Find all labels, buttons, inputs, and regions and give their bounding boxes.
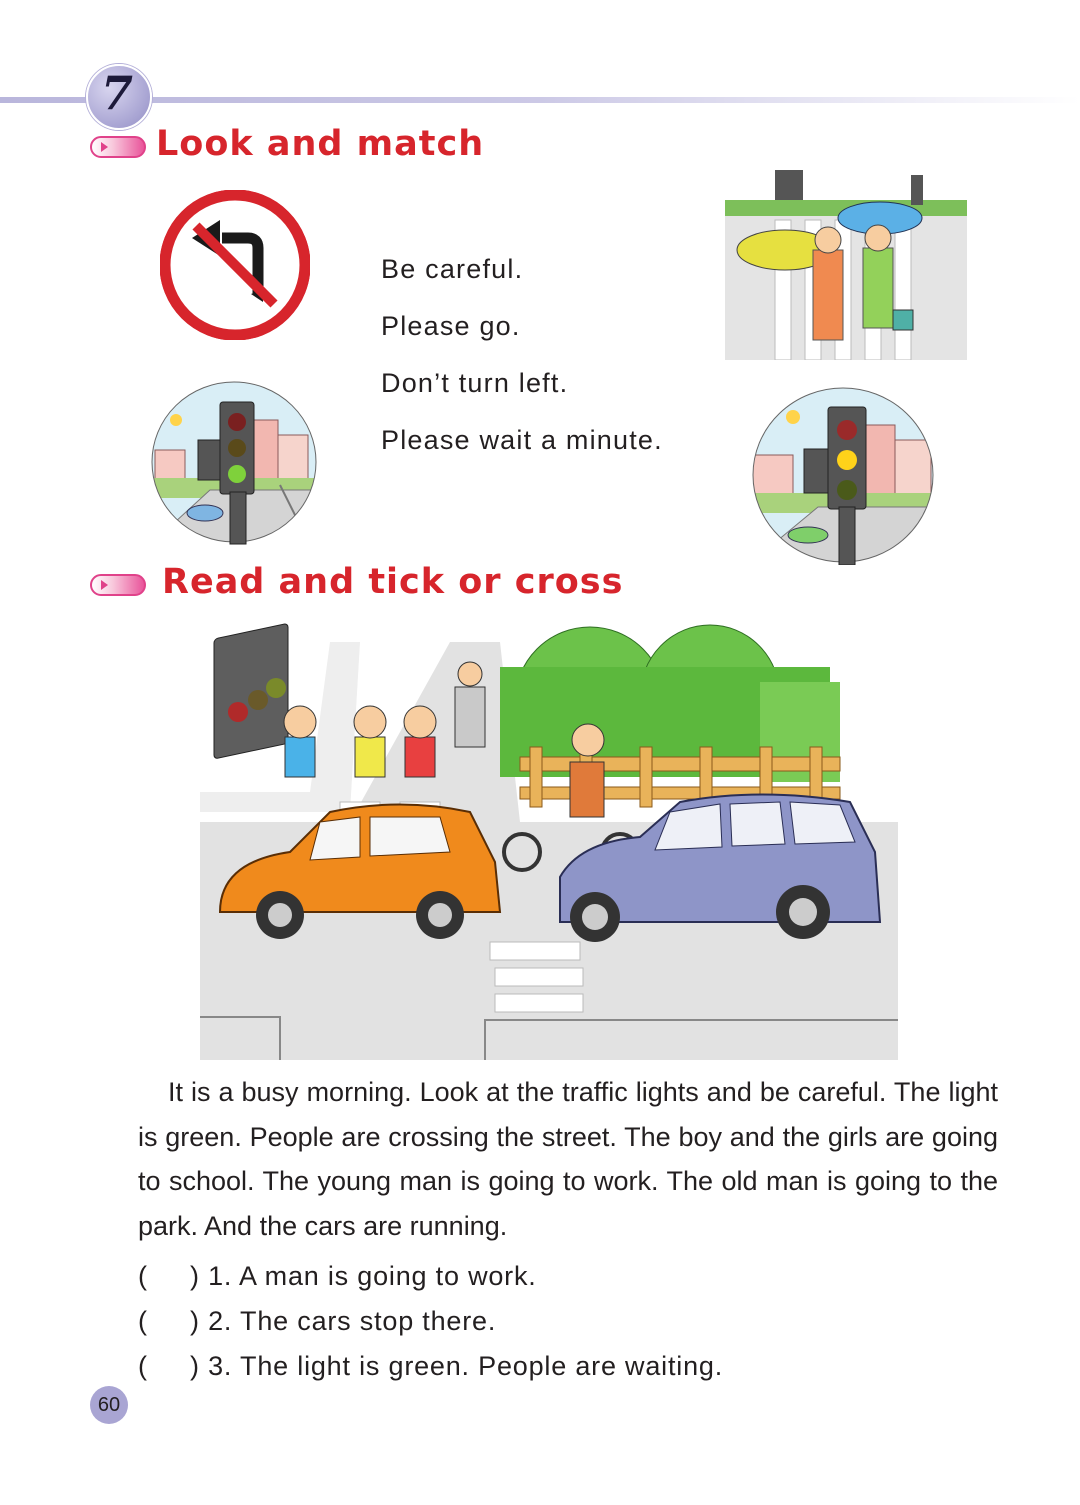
reading-passage-text: It is a busy morning. Look at the traffic lights and be careful. The light is green. People are crossing the street. The boy and the girls are going to school. The young man is going to work. The old man is going to the park. And the cars are running. xyxy=(138,1077,998,1241)
question-item xyxy=(138,1351,723,1382)
phrase-item: Please wait a minute. xyxy=(381,425,663,455)
question-item xyxy=(138,1261,537,1292)
question-item xyxy=(138,1306,496,1337)
question-text: 3. The light is green. People are waiting. xyxy=(208,1351,724,1381)
phrase-item: Please go. xyxy=(381,311,521,341)
unit-number: 7 xyxy=(100,66,133,120)
answer-blank-close: ) xyxy=(190,1306,200,1336)
phrase-item: Be careful. xyxy=(381,254,524,284)
answer-blank-open[interactable]: ( xyxy=(138,1351,148,1381)
section-bullet-icon xyxy=(90,574,146,596)
unit-header-rule xyxy=(0,97,1080,103)
page-number: 60 xyxy=(90,1386,128,1424)
section-title-read-and-tick: Read and tick or cross xyxy=(162,562,624,602)
section-bullet-icon xyxy=(90,136,146,158)
yellow-light-scene-image xyxy=(748,385,938,565)
question-text: 2. The cars stop there. xyxy=(208,1306,497,1336)
answer-blank-close: ) xyxy=(190,1261,200,1291)
question-text: 1. A man is going to work. xyxy=(208,1261,537,1291)
answer-blank-open[interactable]: ( xyxy=(138,1306,148,1336)
no-left-turn-sign-image xyxy=(160,190,310,340)
green-light-scene-image xyxy=(150,380,318,545)
phrase-item: Don’t turn left. xyxy=(381,368,569,398)
people-crossing-image xyxy=(725,160,967,360)
section-title-look-and-match: Look and match xyxy=(156,124,485,164)
busy-street-scene-image xyxy=(200,612,898,1060)
answer-blank-close: ) xyxy=(190,1351,200,1381)
reading-passage xyxy=(138,1070,998,1248)
answer-blank-open[interactable]: ( xyxy=(138,1261,148,1291)
